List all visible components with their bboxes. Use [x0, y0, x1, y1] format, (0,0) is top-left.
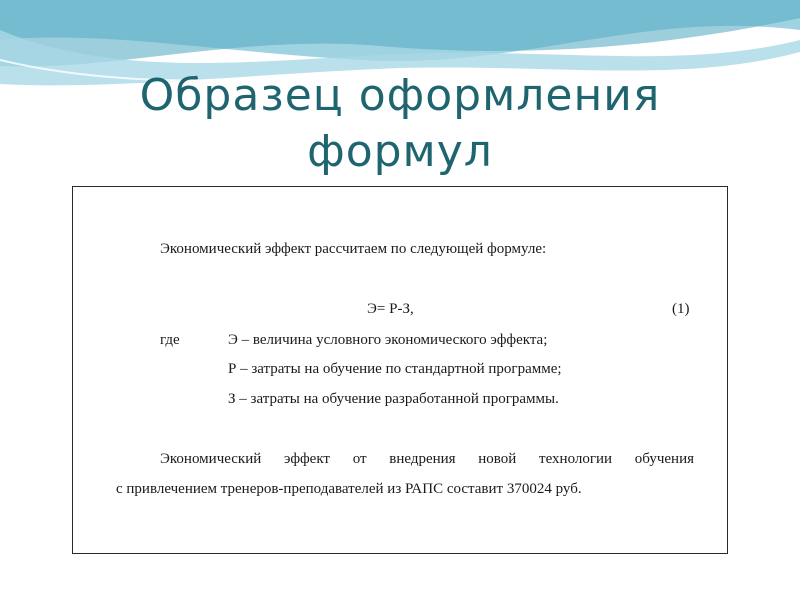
document-image	[72, 186, 728, 554]
formula-number: (1)	[672, 301, 690, 317]
slide-title	[0, 68, 800, 180]
definition-p: Р – затраты на обучение по стандартной программе;	[228, 361, 562, 377]
formula: Э= Р-З,	[367, 301, 414, 317]
where-label: где	[160, 332, 180, 348]
definition-e: Э – величина условного экономического эффекта;	[228, 332, 548, 348]
slide-title-line-2: формул	[307, 126, 493, 177]
summary-line-2: с привлечением тренеров-преподавателей из РАПС составит 370024 руб.	[116, 481, 582, 497]
definition-z: З – затраты на обучение разработанной программы.	[228, 391, 559, 407]
intro-text: Экономический эффект рассчитаем по следующей формуле:	[160, 241, 547, 257]
slide-title-line-1: Образец оформления	[139, 70, 661, 121]
summary-line-1: Экономический эффект от внедрения новой технологии обучения	[160, 451, 694, 467]
